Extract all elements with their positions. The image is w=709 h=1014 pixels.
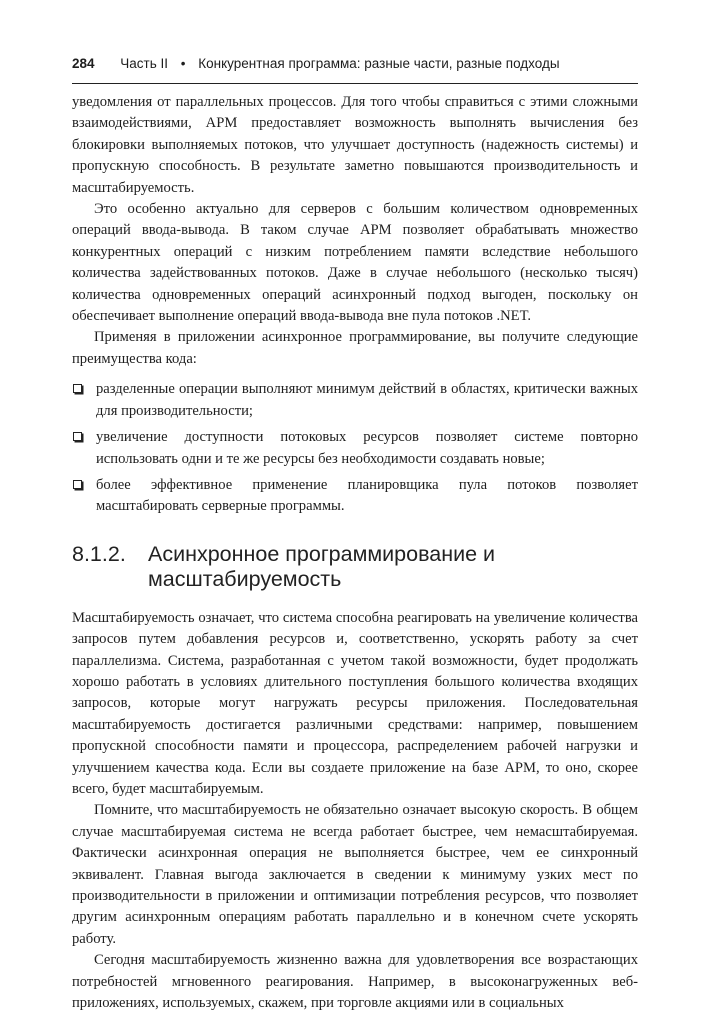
list-item-text: разделенные операции выполняют минимум действий в областях, критически важных для производительности; — [96, 381, 638, 419]
header-rule — [72, 83, 638, 84]
bullet-list — [72, 379, 638, 517]
list-item-text: более эффективное применение планировщика пула потоков позволяет масштабировать серверные программы. — [96, 476, 638, 515]
list-item-text: увеличение доступности потоковых ресурсов позволяет системе повторно использовать одни и те же ресурсы без необходимости создавать новые; — [96, 429, 638, 467]
running-header — [72, 56, 638, 82]
page-body — [72, 92, 638, 1014]
page-number: 284 — [72, 56, 95, 71]
checkbox-bullet-icon — [73, 384, 82, 393]
header-part: Часть II — [120, 56, 169, 71]
paragraph: Помните, что масштабируемость не обязательно означает высокую скорость. В общем случае масштабируемая система не всегда работает быстрее, чем немасштабируемая. Фактически асинхронная операция не выполняется быстрее, чем ее синхронный эквивалент. Главная выгода заключается в сведении к минимуму узких мест по производительности в приложении и оптимизации потребления ресурсов, что позволяет другим асинхронным операциям работать параллельно и в конечном счете ускорять работу. — [72, 802, 638, 947]
list-item — [72, 427, 638, 470]
section-heading — [72, 542, 638, 592]
paragraph: Масштабируемость означает, что система способна реагировать на увеличение количества запросов путем добавления ресурсов и, соответственно, ускорять работу за счет параллелизма. Система, разработанная с учетом такой возможности, будет продолжать хорошо работать в условиях длительного поступления большого количества входящих запросов, которые могут нагружать ресурсы приложения. Последовательная масштабируемость достигается различными средствами: например, повышением пропускной способности памяти и процессора, распределением рабочей нагрузки и улучшением качества кода. Если вы создаете приложение на базе APM, то оно, скорее всего, будет масштабируемым. — [72, 609, 638, 797]
header-chapter-title: Конкурентная программа: разные части, разные подходы — [198, 56, 560, 71]
list-item — [72, 475, 638, 518]
paragraph: уведомления от параллельных процессов. Для того чтобы справиться с этими сложными взаимодействиями, APM предоставляет возможность выполнять вычисления без блокировки выполняемых потоков, что улучшает доступность (надежность системы) и пропускную способность. В результате заметно повышаются производительность и масштабируемость. — [72, 94, 638, 196]
section-number: 8.1.2. — [72, 541, 126, 566]
list-item — [72, 379, 638, 422]
checkbox-bullet-icon — [73, 432, 82, 441]
header-bullet: • — [180, 56, 186, 71]
checkbox-bullet-icon — [73, 480, 82, 489]
paragraph: Применяя в приложении асинхронное программирование, вы получите следующие преимущества кода: — [72, 329, 638, 367]
paragraph: Это особенно актуально для серверов с большим количеством одновременных операций ввода-вывода. В таком случае APM позволяет обрабатывать множество конкурентных операций с низким потреблением памяти вследствие небольшого количества задействованных потоков. Даже в случае небольшого (несколько тысяч) количества одновременных операций асинхронный подход выгоден, поскольку он обеспечивает выполнение операций ввода-вывода вне пула потоков .NET. — [72, 201, 638, 325]
section-title: Асинхронное программирование и масштабируемость — [148, 541, 496, 591]
paragraph: Сегодня масштабируемость жизненно важна для удовлетворения все возрастающих потребностей мгновенного реагирования. Например, в высоконагруженных веб-приложениях, используемых, скажем, при торговле акциями или в социальных — [72, 952, 638, 1012]
